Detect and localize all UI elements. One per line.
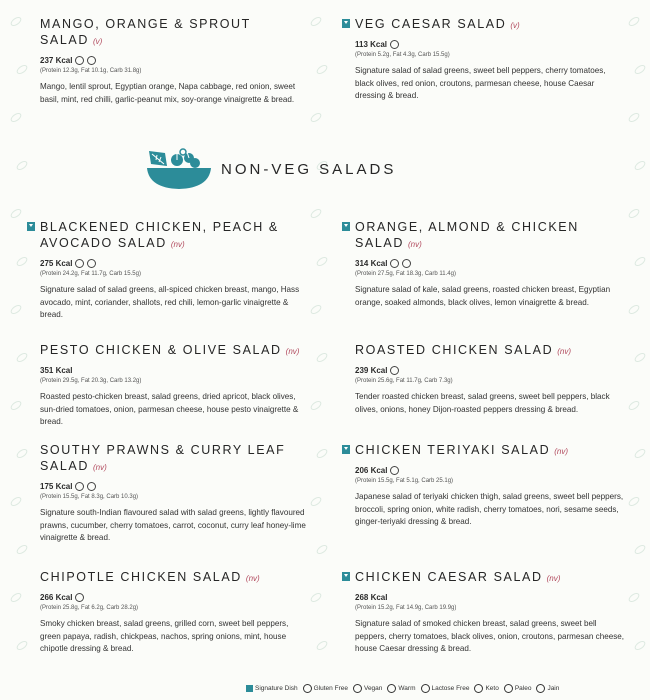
item-title: CHIPOTLE CHICKEN SALAD (nv): [40, 570, 260, 584]
item-title: ORANGE, ALMOND & CHICKEN SALAD (nv): [355, 220, 579, 250]
item-title: VEG CAESAR SALAD (v): [355, 17, 520, 31]
leaf-decoration: [633, 351, 647, 364]
leaf-decoration: [15, 543, 29, 556]
salad-bowl-icon: [145, 148, 213, 190]
leaf-decoration: [627, 399, 641, 412]
keto-icon: [390, 259, 399, 268]
menu-item[interactable]: [40, 16, 310, 106]
menu-item[interactable]: [355, 569, 625, 656]
leaf-decoration: [315, 351, 329, 364]
vegan-icon: [353, 684, 362, 693]
macros: (Protein 15.5g, Fat 8.3g, Carb 10.3g): [40, 494, 139, 500]
menu-item[interactable]: [355, 342, 625, 416]
item-description: Signature salad of smoked chicken breast, salad greens, sweet bell peppers, cherry tomatoes, black olives, onion, croutons, parmesan cheese, house Caesar dressing & bread.: [355, 619, 625, 653]
lactose-free-icon: [421, 684, 430, 693]
legend-item: Gluten Free: [303, 684, 348, 693]
macros: (Protein 15.5g, Fat 5.1g, Carb 25.1g): [355, 478, 454, 484]
menu-item[interactable]: [355, 442, 625, 529]
diet-tag: (nv): [557, 347, 571, 356]
item-description: Signature salad of salad greens, all-spiced chicken breast, mango, Hass avocado, mint, coriander, shallots, red chili, lemon-garlic vinaigrette & bread.: [40, 285, 300, 319]
section-header: [145, 148, 396, 190]
leaf-decoration: [315, 255, 329, 268]
signature-dish-icon: [342, 222, 350, 231]
leaf-decoration: [633, 543, 647, 556]
gluten-free-icon: [87, 56, 96, 65]
menu-item[interactable]: [355, 219, 625, 309]
leaf-decoration: [9, 495, 23, 508]
signature-dish-icon: [342, 445, 350, 454]
item-description: Mango, lentil sprout, Egyptian orange, Napa cabbage, red onion, sweet basil, mint, red chilli, garlic-peanut mix, soy-orange vinaigrette & bread.: [40, 82, 296, 104]
legend-item: Keto: [474, 684, 498, 693]
signature-dish-icon: [342, 19, 350, 28]
item-description: Japanese salad of teriyaki chicken thigh, salad greens, sweet bell peppers, broccoli, spring onion, white radish, cherry tomatoes, nori, sesame seeds, ginger-teriyaki dressing & bread.: [355, 492, 624, 526]
leaf-decoration: [627, 15, 641, 28]
kcal: 275 Kcal: [40, 259, 310, 268]
leaf-decoration: [315, 543, 329, 556]
diet-tag: (nv): [245, 574, 260, 583]
kcal: 266 Kcal: [40, 593, 310, 602]
section-title: NON-VEG SALADS: [221, 160, 397, 178]
leaf-decoration: [633, 639, 647, 652]
leaf-decoration: [15, 351, 29, 364]
leaf-decoration: [15, 639, 29, 652]
leaf-decoration: [627, 495, 641, 508]
legend-item: Paleo: [504, 684, 532, 693]
macros: (Protein 25.6g, Fat 11.7g, Carb 7.3g): [355, 378, 453, 384]
leaf-decoration: [15, 255, 29, 268]
leaf-decoration: [315, 447, 329, 460]
kcal: 239 Kcal: [355, 366, 625, 375]
diet-tag: (nv): [554, 447, 568, 456]
macros: (Protein 29.5g, Fat 20.3g, Carb 13.2g): [40, 378, 142, 384]
menu-item[interactable]: [40, 569, 310, 656]
leaf-decoration: [315, 639, 329, 652]
diet-tag: (nv): [93, 463, 107, 472]
warm-icon: [387, 684, 396, 693]
leaf-decoration: [309, 111, 323, 124]
leaf-decoration: [315, 63, 329, 76]
menu-item[interactable]: [40, 342, 310, 429]
diet-tag: (nv): [408, 240, 422, 249]
diet-tag: (v): [93, 37, 103, 46]
item-description: Roasted pesto-chicken breast, salad greens, dried apricot, black olives, sun-dried tomatoes, onion, parmesan cheese, house pesto vinaigrette & bread.: [40, 392, 299, 426]
leaf-decoration: [627, 303, 641, 316]
kcal: 314 Kcal: [355, 259, 625, 268]
item-description: Signature south-Indian flavoured salad with salad greens, lightly flavoured prawns, cucumber, cherry tomatoes, carrot, coconut, curry leaf honey-lime vinaigrette & bread.: [40, 508, 306, 542]
leaf-decoration: [15, 63, 29, 76]
signature-dish-icon: [246, 685, 253, 692]
kcal: 237 Kcal: [40, 56, 310, 65]
macros: (Protein 27.5g, Fat 18.3g, Carb 11.4g): [355, 271, 456, 277]
leaf-decoration: [627, 207, 641, 220]
leaf-decoration: [309, 399, 323, 412]
legend-item: Signature Dish: [246, 684, 298, 693]
leaf-decoration: [633, 255, 647, 268]
jain-icon: [536, 684, 545, 693]
menu-item[interactable]: [40, 219, 310, 322]
leaf-decoration: [9, 207, 23, 220]
item-description: Smoky chicken breast, salad greens, grilled corn, sweet bell peppers, green papaya, radish, chickpeas, nachos, spring onions, mint, house chipotle dressing & bread.: [40, 619, 289, 653]
leaf-decoration: [627, 111, 641, 124]
item-title: PESTO CHICKEN & OLIVE SALAD (nv): [40, 343, 300, 357]
item-title: CHICKEN CAESAR SALAD (nv): [355, 570, 561, 584]
leaf-decoration: [633, 63, 647, 76]
diet-tag: (nv): [546, 574, 561, 583]
leaf-decoration: [9, 399, 23, 412]
item-description: Signature salad of salad greens, sweet bell peppers, cherry tomatoes, black olives, red onion, croutons, parmesan cheese, house Caesar dressing & bread.: [355, 66, 606, 100]
gluten-free-icon: [402, 259, 411, 268]
keto-icon: [75, 482, 84, 491]
gluten-free-icon: [75, 593, 84, 602]
gluten-free-icon: [87, 482, 96, 491]
signature-dish-icon: [27, 222, 35, 231]
item-title: CHICKEN TERIYAKI SALAD (nv): [355, 443, 568, 457]
macros: (Protein 25.8g, Fat 6.2g, Carb 28.2g): [40, 605, 139, 611]
macros: (Protein 24.2g, Fat 11.7g, Carb 15.5g): [40, 271, 141, 277]
legend-item: Vegan: [353, 684, 382, 693]
kcal: 351 Kcal: [40, 366, 73, 375]
item-title: SOUTHY PRAWNS & CURRY LEAF SALAD (nv): [40, 443, 286, 473]
legend-item: Warm: [387, 684, 415, 693]
legend-item: Lactose Free: [421, 684, 470, 693]
diet-tag: (nv): [170, 240, 185, 249]
menu-item[interactable]: [40, 442, 310, 545]
item-description: Signature salad of kale, salad greens, roasted chicken breast, Egyptian orange, soaked almonds, black olives, lemon vinaigrette & bread.: [355, 285, 611, 307]
leaf-decoration: [309, 591, 323, 604]
macros: (Protein 15.2g, Fat 14.9g, Carb 19.9g): [355, 605, 457, 611]
gluten-free-icon: [390, 466, 399, 475]
vegan-icon: [75, 56, 84, 65]
leaf-decoration: [15, 447, 29, 460]
paleo-icon: [504, 684, 513, 693]
macros: (Protein 12.3g, Fat 10.1g, Carb 31.8g): [40, 68, 142, 74]
item-description: Tender roasted chicken breast, salad greens, sweet bell peppers, black olives, onions, honey Dijon-roasted peppers dressing & bread.: [355, 392, 610, 414]
diet-tag: (nv): [285, 347, 300, 356]
keto-icon: [75, 259, 84, 268]
kcal: 175 Kcal: [40, 482, 310, 491]
item-title: MANGO, ORANGE & SPROUT SALAD (v): [40, 17, 251, 47]
dietary-legend: [246, 684, 559, 693]
diet-tag: (v): [510, 21, 520, 30]
keto-icon: [390, 366, 399, 375]
leaf-decoration: [633, 159, 647, 172]
leaf-decoration: [15, 159, 29, 172]
keto-icon: [390, 40, 399, 49]
keto-icon: [474, 684, 483, 693]
leaf-decoration: [9, 303, 23, 316]
signature-dish-icon: [342, 572, 350, 581]
leaf-decoration: [309, 303, 323, 316]
leaf-decoration: [633, 447, 647, 460]
gluten-free-icon: [87, 259, 96, 268]
kcal: 113 Kcal: [355, 40, 625, 49]
leaf-decoration: [627, 591, 641, 604]
leaf-decoration: [309, 495, 323, 508]
kcal: 206 Kcal: [355, 466, 625, 475]
legend-item: Jain: [536, 684, 559, 693]
item-title: BLACKENED CHICKEN, PEACH & AVOCADO SALAD (nv): [40, 220, 279, 250]
leaf-decoration: [9, 591, 23, 604]
leaf-decoration: [9, 15, 23, 28]
leaf-decoration: [9, 111, 23, 124]
leaf-decoration: [309, 15, 323, 28]
leaf-decoration: [309, 207, 323, 220]
menu-item[interactable]: [355, 16, 625, 103]
gluten-free-icon: [303, 684, 312, 693]
macros: (Protein 5.2g, Fat 4.3g, Carb 15.5g): [355, 52, 450, 58]
kcal: 268 Kcal: [355, 593, 388, 602]
item-title: ROASTED CHICKEN SALAD (nv): [355, 343, 571, 357]
